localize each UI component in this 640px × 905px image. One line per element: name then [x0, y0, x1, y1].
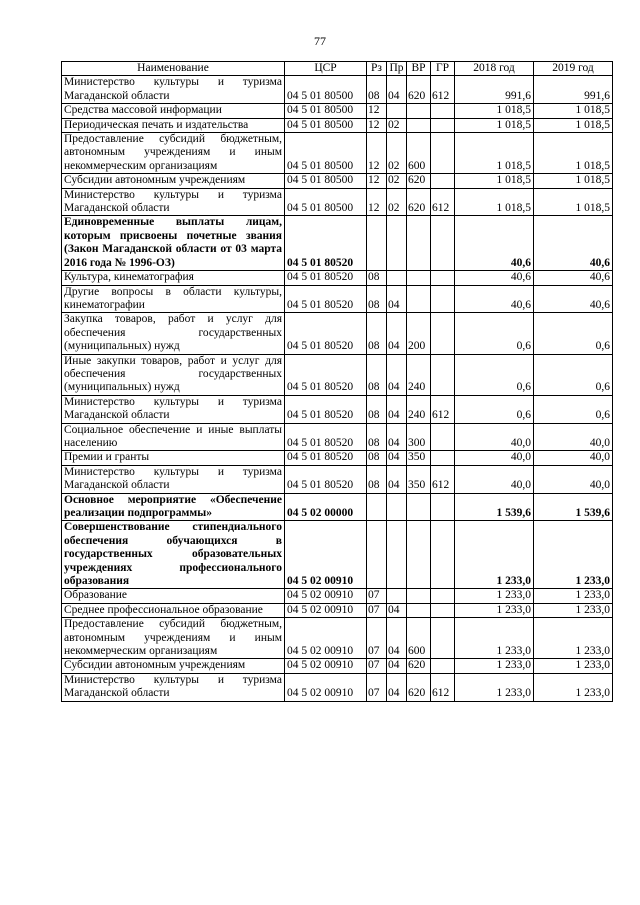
cell-rz: 08 — [367, 451, 387, 465]
cell-rz: 08 — [367, 76, 387, 104]
cell-pr: 02 — [387, 118, 407, 132]
cell-csr: 04 5 01 80520 — [285, 354, 367, 395]
cell-csr: 04 5 02 00910 — [285, 659, 367, 673]
cell-csr: 04 5 02 00910 — [285, 589, 367, 603]
table-row — [62, 118, 613, 132]
cell-2018: 1 018,5 — [455, 104, 534, 118]
cell-2018: 1 233,0 — [455, 521, 534, 589]
cell-name: Министерство культуры и туризма Магаданской области — [62, 673, 285, 701]
table-row — [62, 216, 613, 271]
cell-2019: 1 233,0 — [534, 659, 613, 673]
cell-pr: 02 — [387, 133, 407, 174]
cell-name: Средства массовой информации — [62, 104, 285, 118]
cell-2018: 40,6 — [455, 216, 534, 271]
cell-vr: 620 — [407, 659, 431, 673]
cell-2018: 0,6 — [455, 313, 534, 354]
cell-2018: 1 233,0 — [455, 659, 534, 673]
cell-rz: 08 — [367, 465, 387, 493]
cell-name: Культура, кинематография — [62, 271, 285, 285]
cell-rz: 12 — [367, 133, 387, 174]
cell-rz: 08 — [367, 423, 387, 451]
cell-gr: 612 — [431, 76, 455, 104]
cell-vr: 300 — [407, 423, 431, 451]
cell-pr — [387, 216, 407, 271]
cell-2019: 991,6 — [534, 76, 613, 104]
cell-vr: 620 — [407, 174, 431, 188]
table-row — [62, 104, 613, 118]
cell-2018: 1 233,0 — [455, 603, 534, 617]
cell-2018: 1 233,0 — [455, 618, 534, 659]
cell-2018: 0,6 — [455, 354, 534, 395]
cell-2019: 40,6 — [534, 216, 613, 271]
cell-vr: 620 — [407, 76, 431, 104]
cell-2019: 1 018,5 — [534, 118, 613, 132]
cell-vr — [407, 216, 431, 271]
cell-csr: 04 5 02 00000 — [285, 493, 367, 521]
table-row — [62, 354, 613, 395]
cell-2019: 1 018,5 — [534, 174, 613, 188]
cell-vr — [407, 271, 431, 285]
cell-csr: 04 5 01 80500 — [285, 104, 367, 118]
cell-name: Образование — [62, 589, 285, 603]
cell-name: Единовременные выплаты лицам, которым присвоены почетные звания (Закон Магаданской области от 03 марта 2016 года № 1996-ОЗ) — [62, 216, 285, 271]
cell-gr — [431, 603, 455, 617]
cell-csr: 04 5 01 80520 — [285, 313, 367, 354]
cell-pr — [387, 271, 407, 285]
cell-name: Предоставление субсидий бюджетным, автономным учреждениям и иным некоммерческим организациям — [62, 133, 285, 174]
page-number: 77 — [314, 34, 326, 48]
cell-pr: 04 — [387, 465, 407, 493]
cell-2019: 40,0 — [534, 465, 613, 493]
table-row — [62, 659, 613, 673]
cell-rz: 07 — [367, 618, 387, 659]
cell-2018: 1 018,5 — [455, 188, 534, 216]
table-row — [62, 188, 613, 216]
cell-2018: 40,0 — [455, 451, 534, 465]
cell-2018: 40,0 — [455, 465, 534, 493]
cell-2019: 1 233,0 — [534, 673, 613, 701]
cell-gr — [431, 104, 455, 118]
cell-vr — [407, 493, 431, 521]
cell-csr: 04 5 01 80500 — [285, 76, 367, 104]
cell-rz: 12 — [367, 188, 387, 216]
cell-vr — [407, 521, 431, 589]
cell-vr: 240 — [407, 354, 431, 395]
cell-csr: 04 5 01 80500 — [285, 174, 367, 188]
cell-2019: 40,0 — [534, 451, 613, 465]
table-row — [62, 521, 613, 589]
cell-name: Другие вопросы в области культуры, кинематографии — [62, 285, 285, 313]
cell-2019: 40,6 — [534, 271, 613, 285]
cell-2018: 40,6 — [455, 285, 534, 313]
cell-csr: 04 5 01 80520 — [285, 216, 367, 271]
cell-name: Субсидии автономным учреждениям — [62, 659, 285, 673]
cell-pr: 02 — [387, 174, 407, 188]
cell-2018: 1 018,5 — [455, 118, 534, 132]
cell-vr: 200 — [407, 313, 431, 354]
header-rz: Рз — [367, 62, 387, 76]
cell-2018: 40,0 — [455, 423, 534, 451]
header-2018: 2018 год — [455, 62, 534, 76]
cell-name: Предоставление субсидий бюджетным, автономным учреждениям и иным некоммерческим организациям — [62, 618, 285, 659]
table-header-row — [62, 62, 613, 76]
cell-gr — [431, 589, 455, 603]
cell-gr — [431, 354, 455, 395]
cell-csr: 04 5 02 00910 — [285, 603, 367, 617]
cell-gr — [431, 493, 455, 521]
cell-gr — [431, 423, 455, 451]
cell-2018: 991,6 — [455, 76, 534, 104]
cell-name: Социальное обеспечение и иные выплаты населению — [62, 423, 285, 451]
header-name: Наименование — [62, 62, 285, 76]
cell-vr: 600 — [407, 133, 431, 174]
cell-2018: 1 018,5 — [455, 133, 534, 174]
cell-csr: 04 5 01 80520 — [285, 423, 367, 451]
cell-name: Министерство культуры и туризма Магаданской области — [62, 395, 285, 423]
cell-name: Министерство культуры и туризма Магаданской области — [62, 188, 285, 216]
header-csr: ЦСР — [285, 62, 367, 76]
cell-csr: 04 5 01 80500 — [285, 133, 367, 174]
header-vr: ВР — [407, 62, 431, 76]
cell-gr — [431, 285, 455, 313]
table-row — [62, 465, 613, 493]
cell-csr: 04 5 02 00910 — [285, 673, 367, 701]
cell-2018: 1 018,5 — [455, 174, 534, 188]
table-row — [62, 395, 613, 423]
cell-vr: 240 — [407, 395, 431, 423]
cell-vr: 350 — [407, 465, 431, 493]
cell-gr: 612 — [431, 673, 455, 701]
cell-vr — [407, 603, 431, 617]
cell-vr: 600 — [407, 618, 431, 659]
table-row — [62, 423, 613, 451]
cell-2018: 40,6 — [455, 271, 534, 285]
cell-name: Премии и гранты — [62, 451, 285, 465]
cell-pr: 04 — [387, 618, 407, 659]
cell-pr: 04 — [387, 603, 407, 617]
cell-rz: 08 — [367, 285, 387, 313]
cell-csr: 04 5 02 00910 — [285, 521, 367, 589]
table-row — [62, 451, 613, 465]
table-row — [62, 493, 613, 521]
cell-pr: 04 — [387, 76, 407, 104]
cell-name: Закупка товаров, работ и услуг для обеспечения государственных (муниципальных) нужд — [62, 313, 285, 354]
cell-vr: 620 — [407, 188, 431, 216]
table-row — [62, 174, 613, 188]
cell-rz: 08 — [367, 271, 387, 285]
cell-2019: 1 018,5 — [534, 104, 613, 118]
cell-2019: 1 233,0 — [534, 618, 613, 659]
cell-rz: 07 — [367, 659, 387, 673]
cell-vr — [407, 285, 431, 313]
table-row — [62, 133, 613, 174]
cell-2019: 1 539,6 — [534, 493, 613, 521]
cell-pr: 04 — [387, 354, 407, 395]
cell-2019: 0,6 — [534, 313, 613, 354]
cell-pr: 04 — [387, 285, 407, 313]
cell-gr — [431, 659, 455, 673]
cell-gr — [431, 521, 455, 589]
cell-name: Иные закупки товаров, работ и услуг для обеспечения государственных (муниципальных) нужд — [62, 354, 285, 395]
cell-name: Основное мероприятие «Обеспечение реализации подпрограммы» — [62, 493, 285, 521]
cell-2019: 0,6 — [534, 395, 613, 423]
cell-2019: 40,6 — [534, 285, 613, 313]
cell-gr — [431, 216, 455, 271]
cell-csr: 04 5 01 80520 — [285, 271, 367, 285]
cell-2018: 1 233,0 — [455, 673, 534, 701]
table-row — [62, 285, 613, 313]
cell-2019: 40,0 — [534, 423, 613, 451]
cell-2019: 0,6 — [534, 354, 613, 395]
cell-csr: 04 5 01 80520 — [285, 395, 367, 423]
cell-csr: 04 5 01 80520 — [285, 451, 367, 465]
cell-name: Субсидии автономным учреждениям — [62, 174, 285, 188]
cell-rz — [367, 493, 387, 521]
cell-pr — [387, 104, 407, 118]
cell-gr — [431, 618, 455, 659]
cell-csr: 04 5 01 80500 — [285, 188, 367, 216]
cell-2019: 1 233,0 — [534, 603, 613, 617]
cell-rz: 07 — [367, 603, 387, 617]
table-row — [62, 673, 613, 701]
cell-2019: 1 018,5 — [534, 133, 613, 174]
table-row — [62, 313, 613, 354]
cell-rz: 08 — [367, 395, 387, 423]
cell-name: Министерство культуры и туризма Магаданской области — [62, 465, 285, 493]
cell-pr: 02 — [387, 188, 407, 216]
cell-vr: 350 — [407, 451, 431, 465]
cell-csr: 04 5 01 80520 — [285, 285, 367, 313]
cell-gr — [431, 271, 455, 285]
table-row — [62, 618, 613, 659]
cell-rz: 07 — [367, 589, 387, 603]
cell-2019: 1 233,0 — [534, 589, 613, 603]
cell-rz: 12 — [367, 104, 387, 118]
cell-vr — [407, 589, 431, 603]
cell-pr: 04 — [387, 451, 407, 465]
cell-pr: 04 — [387, 395, 407, 423]
cell-gr: 612 — [431, 465, 455, 493]
cell-2018: 1 539,6 — [455, 493, 534, 521]
cell-gr — [431, 174, 455, 188]
cell-rz — [367, 521, 387, 589]
cell-csr: 04 5 02 00910 — [285, 618, 367, 659]
cell-vr — [407, 104, 431, 118]
cell-vr: 620 — [407, 673, 431, 701]
cell-pr — [387, 493, 407, 521]
cell-gr — [431, 118, 455, 132]
cell-rz: 12 — [367, 174, 387, 188]
cell-gr — [431, 451, 455, 465]
cell-2018: 1 233,0 — [455, 589, 534, 603]
cell-vr — [407, 118, 431, 132]
cell-2019: 1 233,0 — [534, 521, 613, 589]
cell-rz: 07 — [367, 673, 387, 701]
table-row — [62, 589, 613, 603]
cell-gr — [431, 313, 455, 354]
cell-2018: 0,6 — [455, 395, 534, 423]
cell-csr: 04 5 01 80500 — [285, 118, 367, 132]
cell-pr: 04 — [387, 659, 407, 673]
header-2019: 2019 год — [534, 62, 613, 76]
cell-name: Совершенствование стипендиального обеспечения обучающихся в государственных образовательных учреждениях профессионального образования — [62, 521, 285, 589]
table-row — [62, 603, 613, 617]
cell-pr: 04 — [387, 313, 407, 354]
cell-pr: 04 — [387, 423, 407, 451]
cell-rz: 08 — [367, 354, 387, 395]
cell-gr: 612 — [431, 395, 455, 423]
cell-name: Министерство культуры и туризма Магаданской области — [62, 76, 285, 104]
cell-name: Среднее профессиональное образование — [62, 603, 285, 617]
cell-rz — [367, 216, 387, 271]
header-gr: ГР — [431, 62, 455, 76]
cell-gr: 612 — [431, 188, 455, 216]
cell-pr — [387, 521, 407, 589]
cell-gr — [431, 133, 455, 174]
table-row — [62, 76, 613, 104]
budget-table — [61, 61, 613, 702]
table-row — [62, 271, 613, 285]
cell-name: Периодическая печать и издательства — [62, 118, 285, 132]
cell-rz: 12 — [367, 118, 387, 132]
cell-csr: 04 5 01 80520 — [285, 465, 367, 493]
cell-pr — [387, 589, 407, 603]
cell-pr: 04 — [387, 673, 407, 701]
cell-2019: 1 018,5 — [534, 188, 613, 216]
cell-rz: 08 — [367, 313, 387, 354]
header-pr: Пр — [387, 62, 407, 76]
